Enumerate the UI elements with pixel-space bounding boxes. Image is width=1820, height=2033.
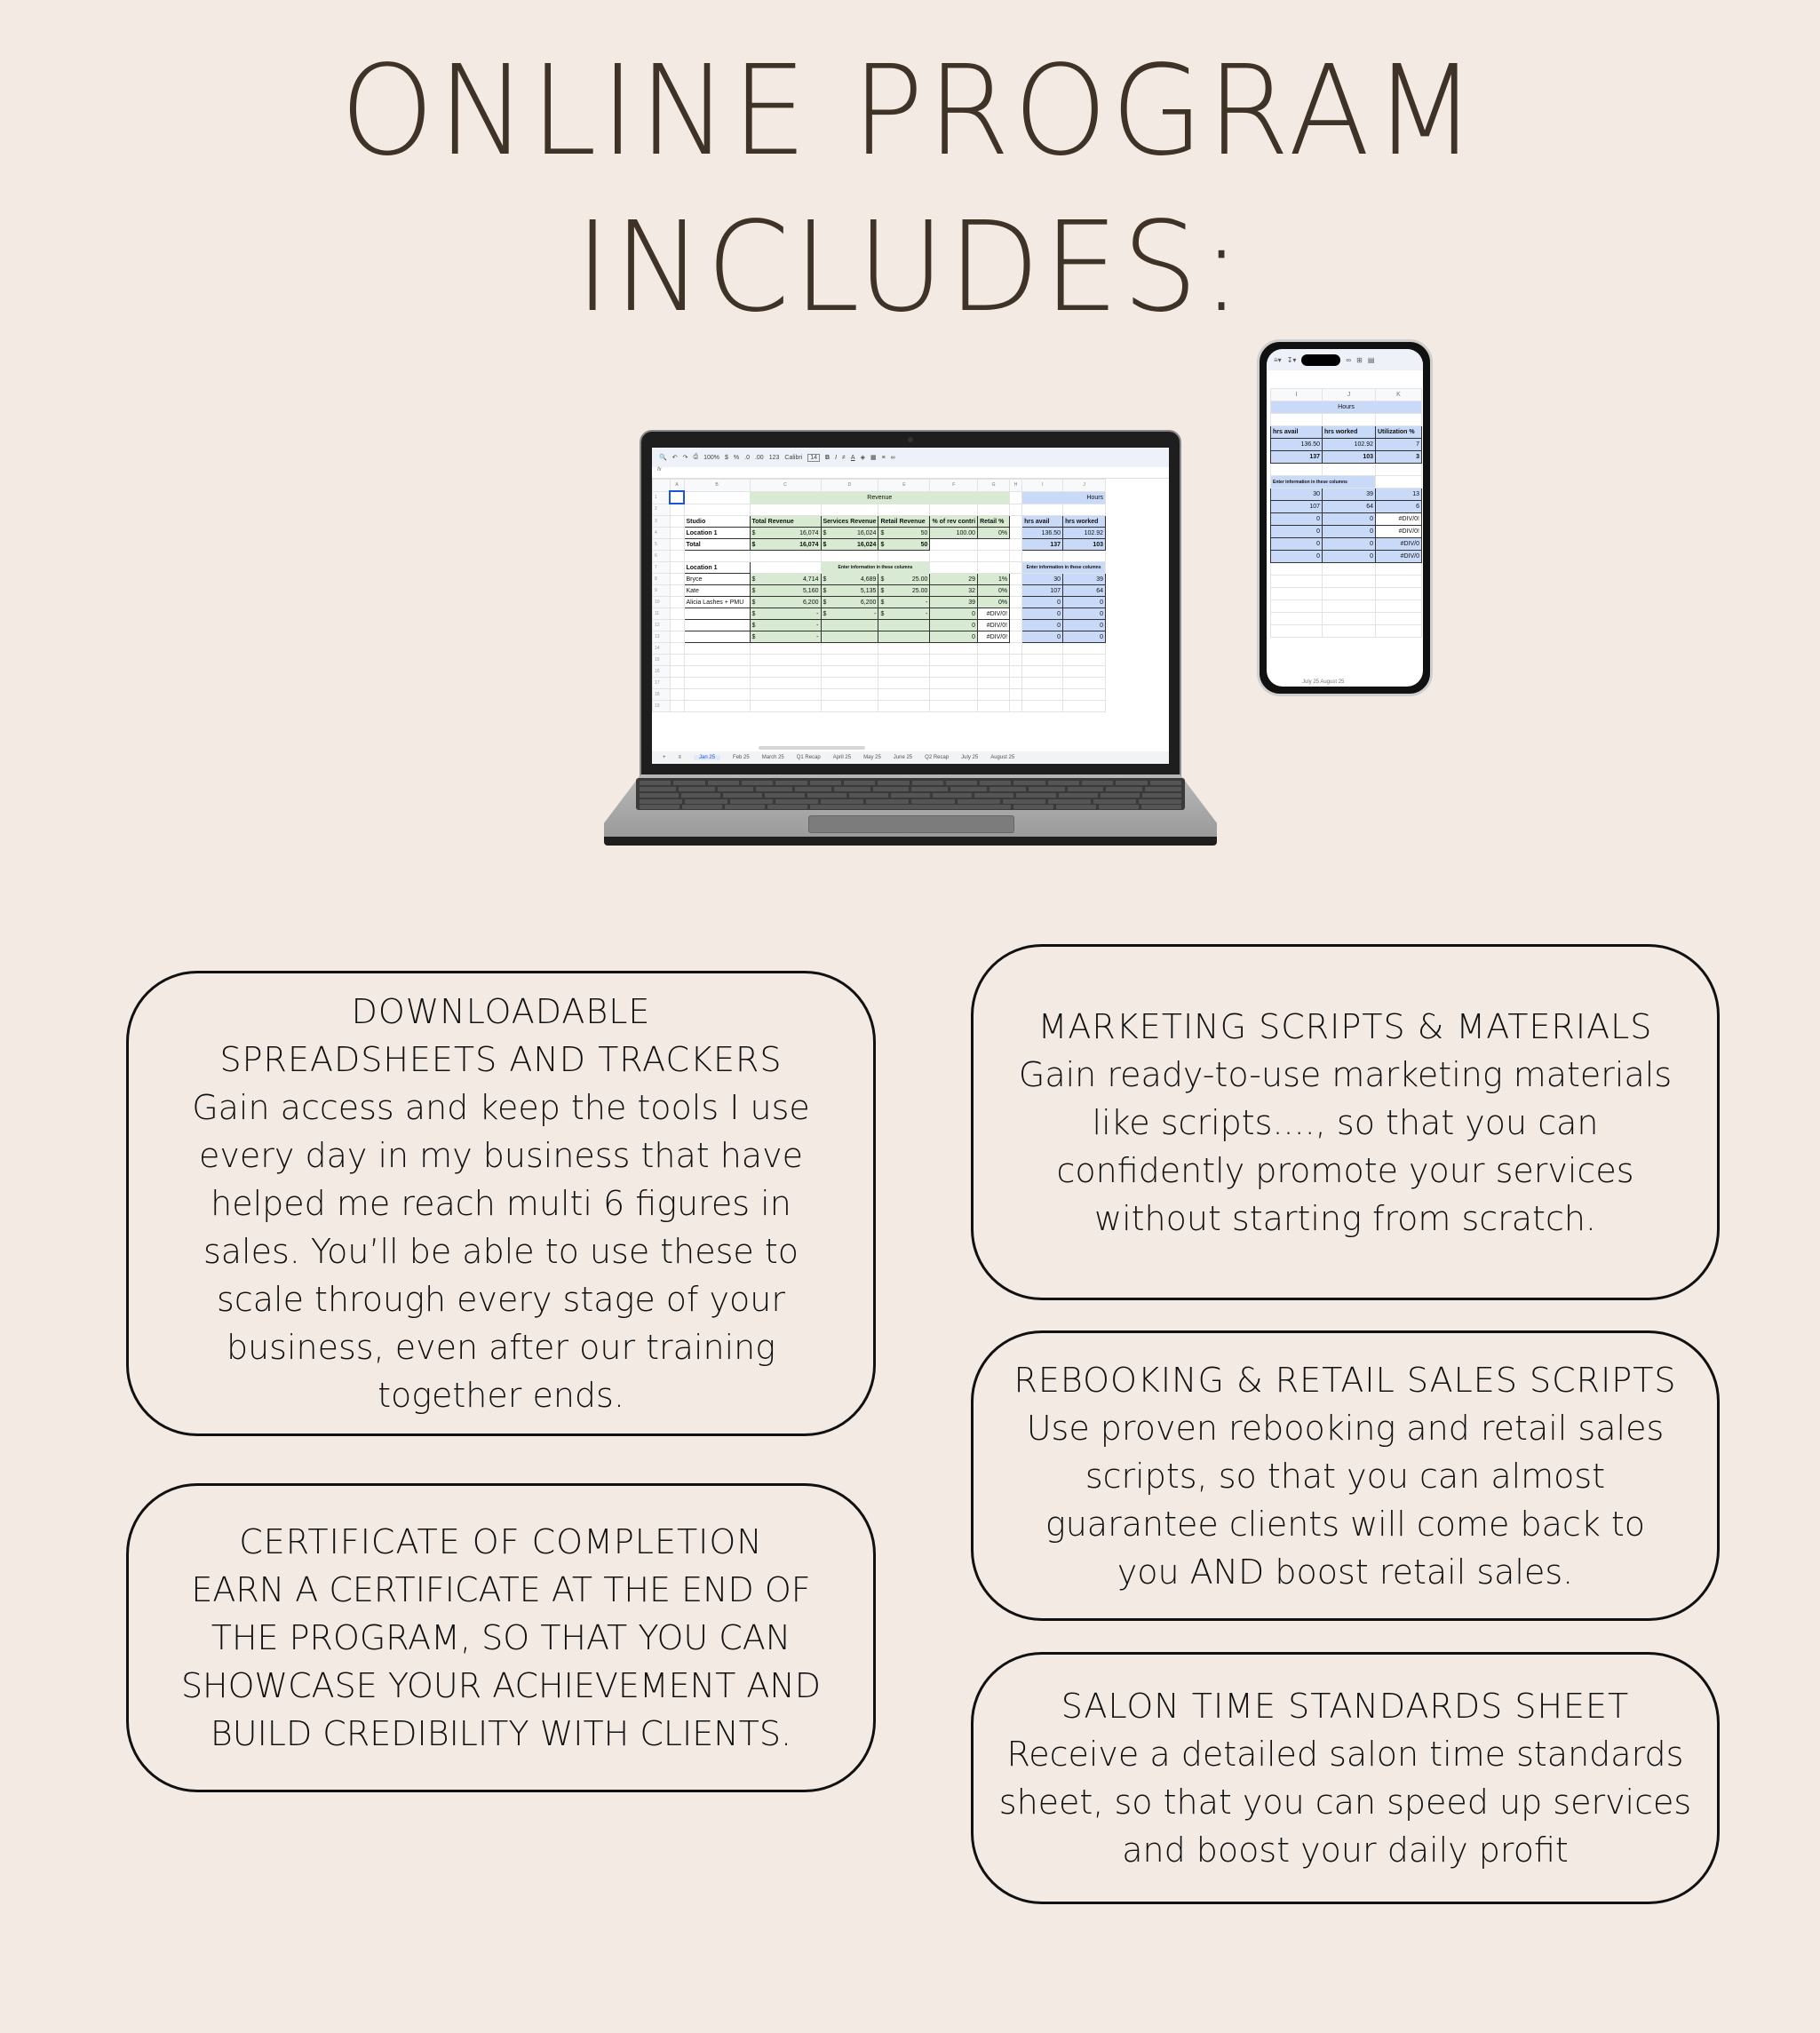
formula-bar[interactable]	[652, 467, 1169, 479]
cell: 103	[1063, 539, 1106, 551]
cell: 0	[1022, 597, 1063, 608]
cell: 0%	[978, 597, 1010, 608]
cell: $	[751, 587, 756, 594]
cell: 0	[1063, 597, 1106, 608]
feature-card-time-standards	[971, 1652, 1720, 1904]
decrease-decimal[interactable]: .0	[744, 454, 750, 461]
cell: Retail Revenue	[878, 516, 930, 528]
cell: 102.92	[1323, 439, 1376, 451]
cell: 0	[1063, 631, 1106, 643]
feature-heading: SALON TIME STANDARDS SHEET	[1061, 1687, 1630, 1726]
cell: 30	[1022, 574, 1063, 585]
cell: 0	[1323, 513, 1376, 526]
table-row: 1 Revenue Hours	[653, 491, 1106, 504]
tab-march-25[interactable]: March 25	[761, 755, 784, 760]
table-row: 13 $ - 0 #DIV/0! 0 0	[653, 631, 1106, 643]
number-format[interactable]: 123	[768, 454, 780, 461]
valign-icon[interactable]: ↧▾	[1286, 355, 1297, 364]
borders-icon[interactable]: ▦	[870, 455, 877, 461]
cell: 0	[1271, 526, 1323, 538]
cell: $	[751, 633, 756, 640]
cell: 13	[1376, 488, 1422, 501]
cell: 136.50	[1271, 439, 1323, 451]
cell: 1%	[978, 574, 1010, 585]
cell: 0	[930, 631, 978, 643]
cell: $	[823, 587, 827, 594]
cell: 103	[1323, 451, 1376, 464]
col-header[interactable]: G	[978, 480, 1010, 492]
cell: 16,074	[799, 529, 819, 536]
cell: 25.00	[911, 576, 928, 583]
cell: 0	[1323, 538, 1376, 551]
cell: Enter information in these columns	[1022, 562, 1106, 574]
col-header[interactable]: I	[1022, 480, 1063, 492]
feature-heading: MARKETING SCRIPTS & MATERIALS	[1037, 1006, 1653, 1046]
col-header[interactable]: A	[670, 480, 684, 492]
cell: 39	[1323, 488, 1376, 501]
table-row	[1271, 488, 1422, 501]
cell: $	[751, 576, 756, 583]
feature-body: Receive a detailed salon time standards sheet, so that you can speed up services and boost your daily profit	[998, 1735, 1692, 1870]
cell: -	[816, 633, 819, 640]
cell: 100.00	[930, 528, 978, 539]
cell: Location 1	[684, 528, 750, 539]
cell: Location 1	[684, 562, 750, 574]
keyboard	[636, 778, 1185, 810]
cell: 6,200	[802, 599, 819, 606]
camera-icon	[908, 437, 913, 442]
cell: Enter information in these columns	[821, 562, 930, 574]
selected-cell[interactable]	[670, 491, 684, 504]
cell: hrs worked	[1323, 426, 1376, 439]
cell: 137	[1271, 451, 1323, 464]
cell: #DIV/0!	[978, 631, 1010, 643]
cell: Enter information in these columns	[1271, 476, 1376, 488]
tab-april-25[interactable]: April 25	[832, 755, 852, 760]
cell: 50	[920, 529, 928, 536]
cell: 16,024	[857, 529, 877, 536]
feature-body: Gain access and keep the tools I use every day in my business that have helped me reach multi 6 figures in sales. You’ll be able to use these to scale through every stage of your business, even after our training together ends.	[192, 1088, 810, 1415]
cell: 25.00	[911, 587, 928, 594]
cell: 0	[1022, 608, 1063, 620]
cell: 0	[1271, 513, 1323, 526]
cell: #DIV/0!	[1376, 513, 1422, 526]
cell: $	[880, 541, 885, 548]
cell: -	[926, 599, 928, 606]
col-header[interactable]: H	[1010, 480, 1022, 492]
feature-heading: REBOOKING & RETAIL SALES SCRIPTS	[1013, 1360, 1677, 1400]
table-row: 3 Studio Total Revenue Services Revenue Retail Revenue % of rev contri Retail % hrs avail hrs worked	[653, 516, 1106, 528]
tab-july-25[interactable]: July 25	[961, 755, 979, 760]
feature-heading: DOWNLOADABLE SPREADSHEETS AND TRACKERS	[219, 992, 783, 1079]
laptop-foot	[604, 837, 1217, 846]
table-row: 10 Alicia Lashes + PMU $ 6,200 $ 6,200 $ - 39 0% 0 0	[653, 597, 1106, 608]
feature-card-certificate	[126, 1483, 876, 1792]
feature-body: Use proven rebooking and retail sales scripts, so that you can almost guarantee clients will come back to you AND boost retail sales.	[1026, 1408, 1665, 1592]
cell: 0	[930, 620, 978, 631]
col-header[interactable]: E	[878, 480, 930, 492]
cell: $	[880, 529, 885, 536]
italic-button[interactable]: I	[835, 454, 838, 461]
cell: 0%	[978, 585, 1010, 597]
cell: 3	[1376, 451, 1422, 464]
cell: 0	[1271, 551, 1323, 563]
hours-header: Hours	[1271, 401, 1422, 414]
cell: Services Revenue	[821, 516, 878, 528]
cell: $	[823, 610, 827, 617]
cell: hrs avail	[1271, 426, 1323, 439]
cell: $	[751, 529, 756, 536]
tab-may-25[interactable]: May 25	[863, 755, 881, 760]
undo-icon[interactable]: ↶	[672, 455, 678, 461]
increase-decimal[interactable]: .00	[754, 454, 764, 461]
spreadsheet-toolbar	[652, 448, 1169, 467]
feature-card-rebooking	[971, 1330, 1720, 1621]
cell: 0	[1063, 620, 1106, 631]
horizontal-scrollbar[interactable]	[759, 746, 865, 750]
cell: $	[751, 599, 756, 606]
cell: 4,714	[802, 576, 819, 583]
col-header[interactable]: B	[684, 480, 750, 492]
cell: Total Revenue	[750, 516, 821, 528]
tab-q2-recap[interactable]: Q2 Recap	[925, 755, 950, 760]
cell: 64	[1063, 585, 1106, 597]
cell: $	[823, 599, 827, 606]
cell: $	[751, 610, 756, 617]
add-sheet-icon[interactable]: +	[663, 755, 666, 760]
font-size-input[interactable]: 14	[807, 454, 820, 462]
cell: 102.92	[1063, 528, 1106, 539]
page-title-line1: ONLINE PROGRAM	[339, 39, 1480, 184]
tab-feb-25[interactable]: Feb 25	[733, 755, 750, 760]
cell: 50	[920, 541, 928, 548]
col-header[interactable]: I	[1271, 389, 1323, 401]
print-icon[interactable]: ⎙	[693, 454, 699, 460]
table-row: 5 Total $ 16,074 $ 16,024 $ 50 137 103	[653, 539, 1106, 551]
revenue-header: Revenue	[750, 491, 1010, 504]
cell: 5,160	[802, 587, 819, 594]
laptop-screen	[652, 448, 1169, 764]
page-title-line2: INCLUDES:	[575, 195, 1245, 340]
cell: #DIV/0	[1376, 551, 1422, 563]
cell: -	[874, 610, 877, 617]
table-row: 4 Location 1 $ 16,074 $ 16,024 $ 50 100.00 0% 136.50 102.92	[653, 528, 1106, 539]
cell: 29	[930, 574, 978, 585]
cell: $	[751, 541, 756, 548]
cell: % of rev contri	[930, 516, 978, 528]
col-header[interactable]: D	[821, 480, 878, 492]
cell: 0%	[978, 528, 1010, 539]
trackpad	[808, 815, 1014, 833]
spreadsheet-grid[interactable]: A B C D E F G H I J 1 Revenue Hours 2 3 Studio Total Revenue Services Revenue Retail Revenue % of rev contri Retail % hrs avail hrs worked 4 Location 1 $ 16,074 $ 16,024 $ 50 100.00 0% 136.50 102.92 5 Total $ 16,074 $ 16,024 $ 50 137 103 6 7 Location 1 Enter information in these columns Enter information in these columns 8 Bryce $ 4,714 $ 4,689 $ 25.00 29 1% 30 39 9 Kate $ 5,160 $ 5,135 $ 25.00 32 0% 107 64 10 Alicia Lashes + PMU $ 6,200 $ 6,200 $ - 39 0% 0 0 11 $ - $ - $ - 0 #DIV/0! 0 0 12 $ - 0 #DIV/0! 0 0 13 $ - 0 #DIV/0! 0 0 14 15 16 17 18 19	[652, 479, 1169, 712]
cell: #DIV/0	[1376, 538, 1422, 551]
align-icon[interactable]: ≡▾	[1274, 355, 1282, 364]
col-header[interactable]: J	[1323, 389, 1376, 401]
col-header[interactable]: K	[1376, 389, 1422, 401]
cell: #DIV/0!	[978, 620, 1010, 631]
cell: Alicia Lashes + PMU	[684, 597, 750, 608]
tab-june-25[interactable]: June 25	[893, 755, 913, 760]
table-row: 11 $ - $ - $ - 0 #DIV/0! 0 0	[653, 608, 1106, 620]
feature-body: Gain ready-to-use marketing materials like scripts...., so that you can confidently promote your services without starting from scratch.	[1018, 1054, 1673, 1238]
cell	[684, 631, 750, 643]
sheet-tabs	[652, 751, 1169, 764]
table-row	[1271, 551, 1422, 563]
fx-label: fx	[657, 467, 662, 473]
cell: 0	[1063, 608, 1106, 620]
cell: 0	[930, 608, 978, 620]
col-header[interactable]: C	[750, 480, 821, 492]
cell: -	[926, 610, 928, 617]
cell: $	[880, 610, 885, 617]
link-icon[interactable]: ∞	[1346, 355, 1352, 364]
text-color-icon[interactable]: A	[850, 454, 855, 461]
cell: hrs avail	[1022, 516, 1063, 528]
cell: #DIV/0!	[978, 608, 1010, 620]
cell: 64	[1323, 501, 1376, 513]
table-row: 12 $ - 0 #DIV/0! 0 0	[653, 620, 1106, 631]
cell: 7	[1376, 439, 1422, 451]
cell: 4,689	[860, 576, 877, 583]
cell: Total	[684, 539, 750, 551]
tab-q1-recap[interactable]: Q1 Recap	[796, 755, 821, 760]
cell: 0	[1271, 538, 1323, 551]
link-icon[interactable]: ∞	[890, 454, 895, 461]
search-icon[interactable]: 🔍	[659, 455, 667, 461]
cell: 0	[1323, 551, 1376, 563]
cell: 0	[1022, 620, 1063, 631]
cell: 5,135	[860, 587, 877, 594]
col-header[interactable]: F	[930, 480, 978, 492]
percent-format[interactable]: %	[733, 454, 740, 461]
cell: 39	[930, 597, 978, 608]
cell: 136.50	[1022, 528, 1063, 539]
strikethrough-icon[interactable]: ≠	[842, 454, 846, 461]
table-row	[1271, 426, 1422, 439]
all-sheets-icon[interactable]: ≡	[678, 755, 682, 760]
table-row	[1271, 513, 1422, 526]
cell: Bryce	[684, 574, 750, 585]
tab-jan-25[interactable]: Jan 25	[694, 755, 720, 760]
column-headers	[653, 480, 1106, 492]
cell: 6,200	[860, 599, 877, 606]
cell: 39	[1063, 574, 1106, 585]
cell: hrs worked	[1063, 516, 1106, 528]
table-row	[1271, 538, 1422, 551]
cell: $	[880, 587, 885, 594]
hours-header: Hours	[1022, 491, 1106, 504]
cell: 137	[1022, 539, 1063, 551]
cell: 30	[1271, 488, 1323, 501]
cell: $	[880, 599, 885, 606]
zoom-select[interactable]: 100%	[703, 454, 719, 461]
cell: $	[823, 529, 827, 536]
cell: 6	[1376, 501, 1422, 513]
dynamic-island	[1301, 354, 1340, 366]
cell: -	[816, 622, 819, 629]
cell: -	[816, 610, 819, 617]
laptop-lid	[640, 430, 1181, 776]
cell: $	[823, 576, 827, 583]
currency-format[interactable]: $	[724, 454, 728, 461]
cell	[684, 608, 750, 620]
table-row: 7 Location 1 Enter information in these columns Enter information in these columns	[653, 562, 1106, 574]
col-header[interactable]: J	[1063, 480, 1106, 492]
cell: Studio	[684, 516, 750, 528]
cell: #DIV/0!	[1376, 526, 1422, 538]
feature-card-marketing	[971, 944, 1720, 1300]
phone-sheet-tabs[interactable]: July 25 August 25	[1302, 679, 1345, 685]
fill-color-icon[interactable]: ◈	[860, 455, 865, 461]
chart-icon[interactable]: ▤	[1367, 355, 1375, 364]
cell: $	[751, 622, 756, 629]
laptop-mockup	[604, 430, 1217, 847]
feature-body: EARN A CERTIFICATE AT THE END OF THE PROGRAM, SO THAT YOU CAN SHOWCASE YOUR ACHIEVEMENT AND BUILD CREDIBILITY WITH CLIENTS.	[180, 1570, 822, 1753]
cell: Utilization %	[1376, 426, 1422, 439]
cell: $	[823, 541, 827, 548]
table-row	[1271, 526, 1422, 538]
phone-toolbar	[1267, 349, 1423, 370]
table-row	[1271, 501, 1422, 513]
font-select[interactable]: Calibri	[784, 454, 803, 461]
cell: 16,074	[799, 541, 819, 548]
phone-screen	[1267, 349, 1423, 687]
cell	[684, 620, 750, 631]
cell: $	[880, 576, 885, 583]
feature-heading: CERTIFICATE OF COMPLETION	[239, 1522, 763, 1561]
table-row: 9 Kate $ 5,160 $ 5,135 $ 25.00 32 0% 107 64	[653, 585, 1106, 597]
table-row	[1271, 439, 1422, 451]
phone-mockup	[1257, 339, 1433, 696]
cell: 107	[1022, 585, 1063, 597]
tab-august-25[interactable]: August 25	[990, 755, 1015, 760]
cell: 16,024	[857, 541, 877, 548]
redo-icon[interactable]: ↷	[682, 455, 688, 461]
comment-icon[interactable]: ⊞	[1356, 355, 1363, 364]
table-row: 8 Bryce $ 4,714 $ 4,689 $ 25.00 29 1% 30 39	[653, 574, 1106, 585]
cell: 32	[930, 585, 978, 597]
cell: Kate	[684, 585, 750, 597]
bold-button[interactable]: B	[825, 454, 831, 461]
phone-spreadsheet-grid[interactable]	[1267, 388, 1423, 638]
cell: Retail %	[978, 516, 1010, 528]
align-icon[interactable]: ≡	[881, 454, 886, 461]
cell: 0	[1022, 631, 1063, 643]
cell: 0	[1323, 526, 1376, 538]
cell: 107	[1271, 501, 1323, 513]
table-row	[1271, 451, 1422, 464]
feature-card-spreadsheets	[126, 971, 876, 1436]
